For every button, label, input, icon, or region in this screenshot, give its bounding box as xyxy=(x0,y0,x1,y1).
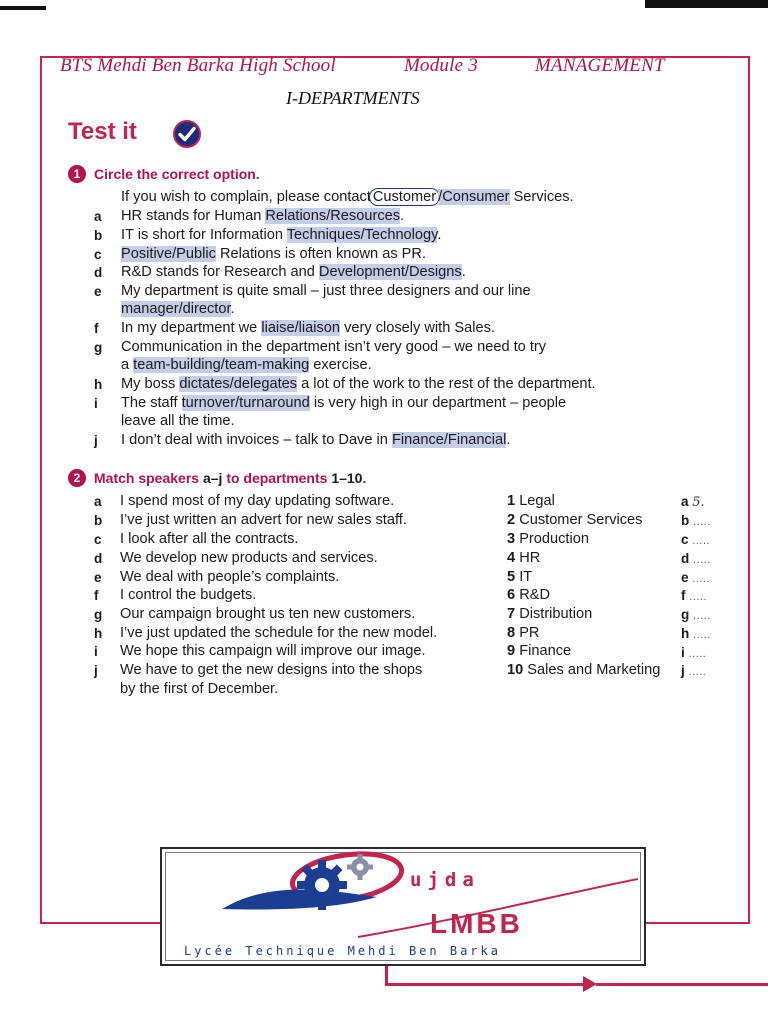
exercise1-item-h xyxy=(121,376,596,392)
item-text-after: is very high in our department – people xyxy=(309,395,567,411)
item-options[interactable]: turnover/turnaround xyxy=(181,395,310,411)
answer-value: ..... xyxy=(693,610,711,622)
answer-slot[interactable] xyxy=(681,551,711,566)
item-letter: j xyxy=(94,433,98,448)
answer-slot[interactable] xyxy=(681,532,710,547)
item-options[interactable]: Finance/Financial xyxy=(391,432,507,448)
answer-letter: h xyxy=(681,626,690,641)
item-options[interactable]: dictates/delegates xyxy=(179,376,298,392)
top-right-bar xyxy=(645,0,768,8)
exercise1-item-c xyxy=(121,246,426,262)
department-number: 1 xyxy=(507,493,516,509)
speaker-text-line2: by the first of December. xyxy=(120,681,279,697)
department-number: 5 xyxy=(507,569,516,585)
item-options[interactable]: Techniques/Technology xyxy=(286,227,438,243)
department-name: Finance xyxy=(519,643,572,659)
exercise1-item-g-line1: Communication in the department isn’t very good – we need to try xyxy=(121,339,547,355)
answer-slot[interactable] xyxy=(681,663,706,678)
speaker-text: I look after all the contracts. xyxy=(120,531,299,547)
module-label: Module 3 xyxy=(404,55,478,76)
logo-acronym: LMBB xyxy=(430,908,523,939)
item-options[interactable]: team-building/team-making xyxy=(133,357,310,373)
example-option2: Consumer xyxy=(442,189,510,205)
item-letter: f xyxy=(94,321,99,336)
example-answer-circled: Customer xyxy=(369,188,440,206)
item-text-after: . xyxy=(461,264,466,280)
item-text: IT is short for Information xyxy=(121,227,287,243)
frame-bottom-left-line xyxy=(40,922,162,924)
department-item xyxy=(507,550,540,566)
answer-value: ..... xyxy=(688,648,707,660)
department-name: HR xyxy=(519,550,541,566)
answer-letter: c xyxy=(681,532,689,547)
logo-full-name: Lycée Technique Mehdi Ben Barka xyxy=(184,944,501,958)
item-letter: g xyxy=(94,340,103,355)
answer-slot[interactable] xyxy=(681,626,711,641)
exercise1-item-b xyxy=(121,227,441,243)
speaker-letter: a xyxy=(94,494,102,509)
item-text-after: . xyxy=(437,227,442,243)
department-item xyxy=(507,569,532,585)
speaker-text: We deal with people’s complaints. xyxy=(120,569,340,585)
speaker-letter: f xyxy=(94,588,99,603)
answer-letter: e xyxy=(681,570,689,585)
department-name: Legal xyxy=(519,493,555,509)
answer-letter: g xyxy=(681,607,690,622)
department-item xyxy=(507,512,642,528)
item-text-after: . xyxy=(230,301,235,317)
example-text: If you wish to complain, please contact xyxy=(121,189,371,205)
speaker-text: I’ve just updated the schedule for the new model. xyxy=(120,625,438,641)
item-text: The staff xyxy=(121,395,182,411)
department-item xyxy=(507,606,592,622)
item-text: HR stands for Human xyxy=(121,208,266,224)
answer-value: ..... xyxy=(692,535,711,547)
answer-letter: a xyxy=(681,494,689,509)
item-letter: d xyxy=(94,265,103,280)
subject-label: MANAGEMENT xyxy=(535,55,665,76)
exercise2-range-letters: a–j xyxy=(202,470,223,486)
school-logo xyxy=(160,847,646,966)
department-number: 8 xyxy=(507,625,516,641)
answer-letter: i xyxy=(681,645,685,660)
item-text-after: Relations is often known as PR. xyxy=(215,246,426,262)
item-text: a xyxy=(121,357,134,373)
item-letter: a xyxy=(94,209,102,224)
department-number: 7 xyxy=(507,606,516,622)
department-name: R&D xyxy=(519,587,550,603)
item-text: In my department we xyxy=(121,320,262,336)
speaker-letter: g xyxy=(94,607,103,622)
exercise2-range-numbers: 1–10 xyxy=(331,470,363,486)
speaker-text: We develop new products and services. xyxy=(120,550,378,566)
department-number: 3 xyxy=(507,531,516,547)
item-options[interactable]: manager/director xyxy=(121,301,231,317)
answer-letter: d xyxy=(681,551,690,566)
test-title: Test it xyxy=(68,118,137,145)
department-number: 6 xyxy=(507,587,516,603)
exercise2-instruction-mid: to departments xyxy=(226,470,328,486)
item-text: My boss xyxy=(121,376,180,392)
speaker-letter: b xyxy=(94,513,103,528)
department-item xyxy=(507,587,550,603)
item-letter: e xyxy=(94,284,102,299)
department-number: 9 xyxy=(507,643,516,659)
department-name: IT xyxy=(519,569,533,585)
item-letter: i xyxy=(94,396,98,411)
speaker-text: We hope this campaign will improve our image. xyxy=(120,643,426,659)
speaker-letter: h xyxy=(94,626,103,641)
department-item xyxy=(507,531,589,547)
frame-left-line xyxy=(40,56,42,924)
frame-right-line xyxy=(748,56,750,924)
exercise1-instruction xyxy=(68,165,260,183)
exercise2-instruction xyxy=(68,469,366,487)
answer-slot[interactable] xyxy=(681,513,711,528)
answer-letter: b xyxy=(681,513,690,528)
exercise1-item-e-line2 xyxy=(121,301,235,317)
item-options[interactable]: liaise/liaison xyxy=(261,320,341,336)
department-name: Sales and Marketing xyxy=(527,662,661,678)
section-title: I-DEPARTMENTS xyxy=(286,88,420,108)
item-options[interactable]: Positive/Public xyxy=(121,246,216,262)
item-text-after: . xyxy=(506,432,511,448)
department-name: Production xyxy=(519,531,589,547)
exercise2-instruction-text: Match speakers xyxy=(94,470,200,486)
example-after: Services. xyxy=(509,189,574,205)
exercise1-item-i-line2: leave all the time. xyxy=(121,413,235,429)
school-name: BTS Mehdi Ben Barka High School xyxy=(60,55,336,76)
answer-value: ..... xyxy=(693,554,711,566)
exercise1-item-i-line1 xyxy=(121,395,566,411)
speaker-text: Our campaign brought us ten new customers. xyxy=(120,606,416,622)
top-left-bar xyxy=(0,6,46,10)
speaker-text: I’ve just written an advert for new sales staff. xyxy=(120,512,407,528)
exercise1-item-a xyxy=(121,208,404,224)
speaker-letter: c xyxy=(94,532,102,547)
exercise1-item-g-line2 xyxy=(121,357,372,373)
answer-value: ..... xyxy=(692,573,711,585)
department-name: Customer Services xyxy=(519,512,643,528)
item-text: I don’t deal with invoices – talk to Dave in xyxy=(121,432,392,448)
department-name: PR xyxy=(519,625,540,641)
answer-letter: f xyxy=(681,588,686,603)
answer-slot[interactable] xyxy=(681,494,705,510)
exercise1-instruction-text: Circle the correct option. xyxy=(94,166,260,182)
department-item xyxy=(507,625,539,641)
item-text-after: . xyxy=(400,208,405,224)
item-letter: b xyxy=(94,228,103,243)
example-separator: / xyxy=(438,189,443,205)
arrow-right-icon xyxy=(583,976,597,992)
item-text: R&D stands for Research and xyxy=(121,264,319,280)
exercise1-example xyxy=(121,189,574,205)
answer-value: ..... xyxy=(693,516,711,528)
department-item xyxy=(507,662,660,678)
exercise1-item-e-line1: My department is quite small – just three designers and our line xyxy=(121,283,531,299)
item-text-after: a lot of the work to the rest of the department. xyxy=(297,376,596,392)
answer-slot[interactable] xyxy=(681,645,706,660)
exercise2-instruction-end: . xyxy=(362,470,367,486)
department-number: 10 xyxy=(507,662,524,678)
department-item xyxy=(507,493,555,509)
answer-slot[interactable] xyxy=(681,607,711,622)
exercise1-item-f xyxy=(121,320,495,336)
check-circle-icon xyxy=(172,119,202,149)
department-name: Distribution xyxy=(519,606,593,622)
item-options[interactable]: Development/Designs xyxy=(318,264,462,280)
connector-horizontal-tail xyxy=(596,983,768,986)
item-text-after: very closely with Sales. xyxy=(340,320,495,336)
exercise2-number: 2 xyxy=(68,469,86,487)
answer-letter: j xyxy=(681,663,685,678)
speaker-text: I spend most of my day updating software. xyxy=(120,493,395,509)
department-item xyxy=(507,643,571,659)
speaker-letter: i xyxy=(94,644,98,659)
speaker-letter: j xyxy=(94,663,98,678)
logo-city: ujda xyxy=(410,869,480,891)
answer-slot[interactable] xyxy=(681,570,710,585)
item-letter: h xyxy=(94,377,103,392)
speaker-text: We have to get the new designs into the shops xyxy=(120,662,423,678)
exercise1-item-d xyxy=(121,264,466,280)
answer-value: 5. xyxy=(692,495,705,510)
item-options[interactable]: Relations/Resources xyxy=(265,208,401,224)
answer-value: ..... xyxy=(693,629,711,641)
speaker-letter: e xyxy=(94,570,102,585)
exercise1-number: 1 xyxy=(68,165,86,183)
answer-value: ..... xyxy=(689,591,708,603)
department-number: 4 xyxy=(507,550,516,566)
speaker-letter: d xyxy=(94,551,103,566)
connector-horizontal xyxy=(385,983,585,986)
exercise1-item-j xyxy=(121,432,510,448)
item-text-after: exercise. xyxy=(309,357,372,373)
answer-slot[interactable] xyxy=(681,588,707,603)
speaker-text: I control the budgets. xyxy=(120,587,257,603)
answer-value: ..... xyxy=(688,666,707,678)
department-number: 2 xyxy=(507,512,516,528)
frame-bottom-right-line xyxy=(642,922,750,924)
item-letter: c xyxy=(94,247,102,262)
